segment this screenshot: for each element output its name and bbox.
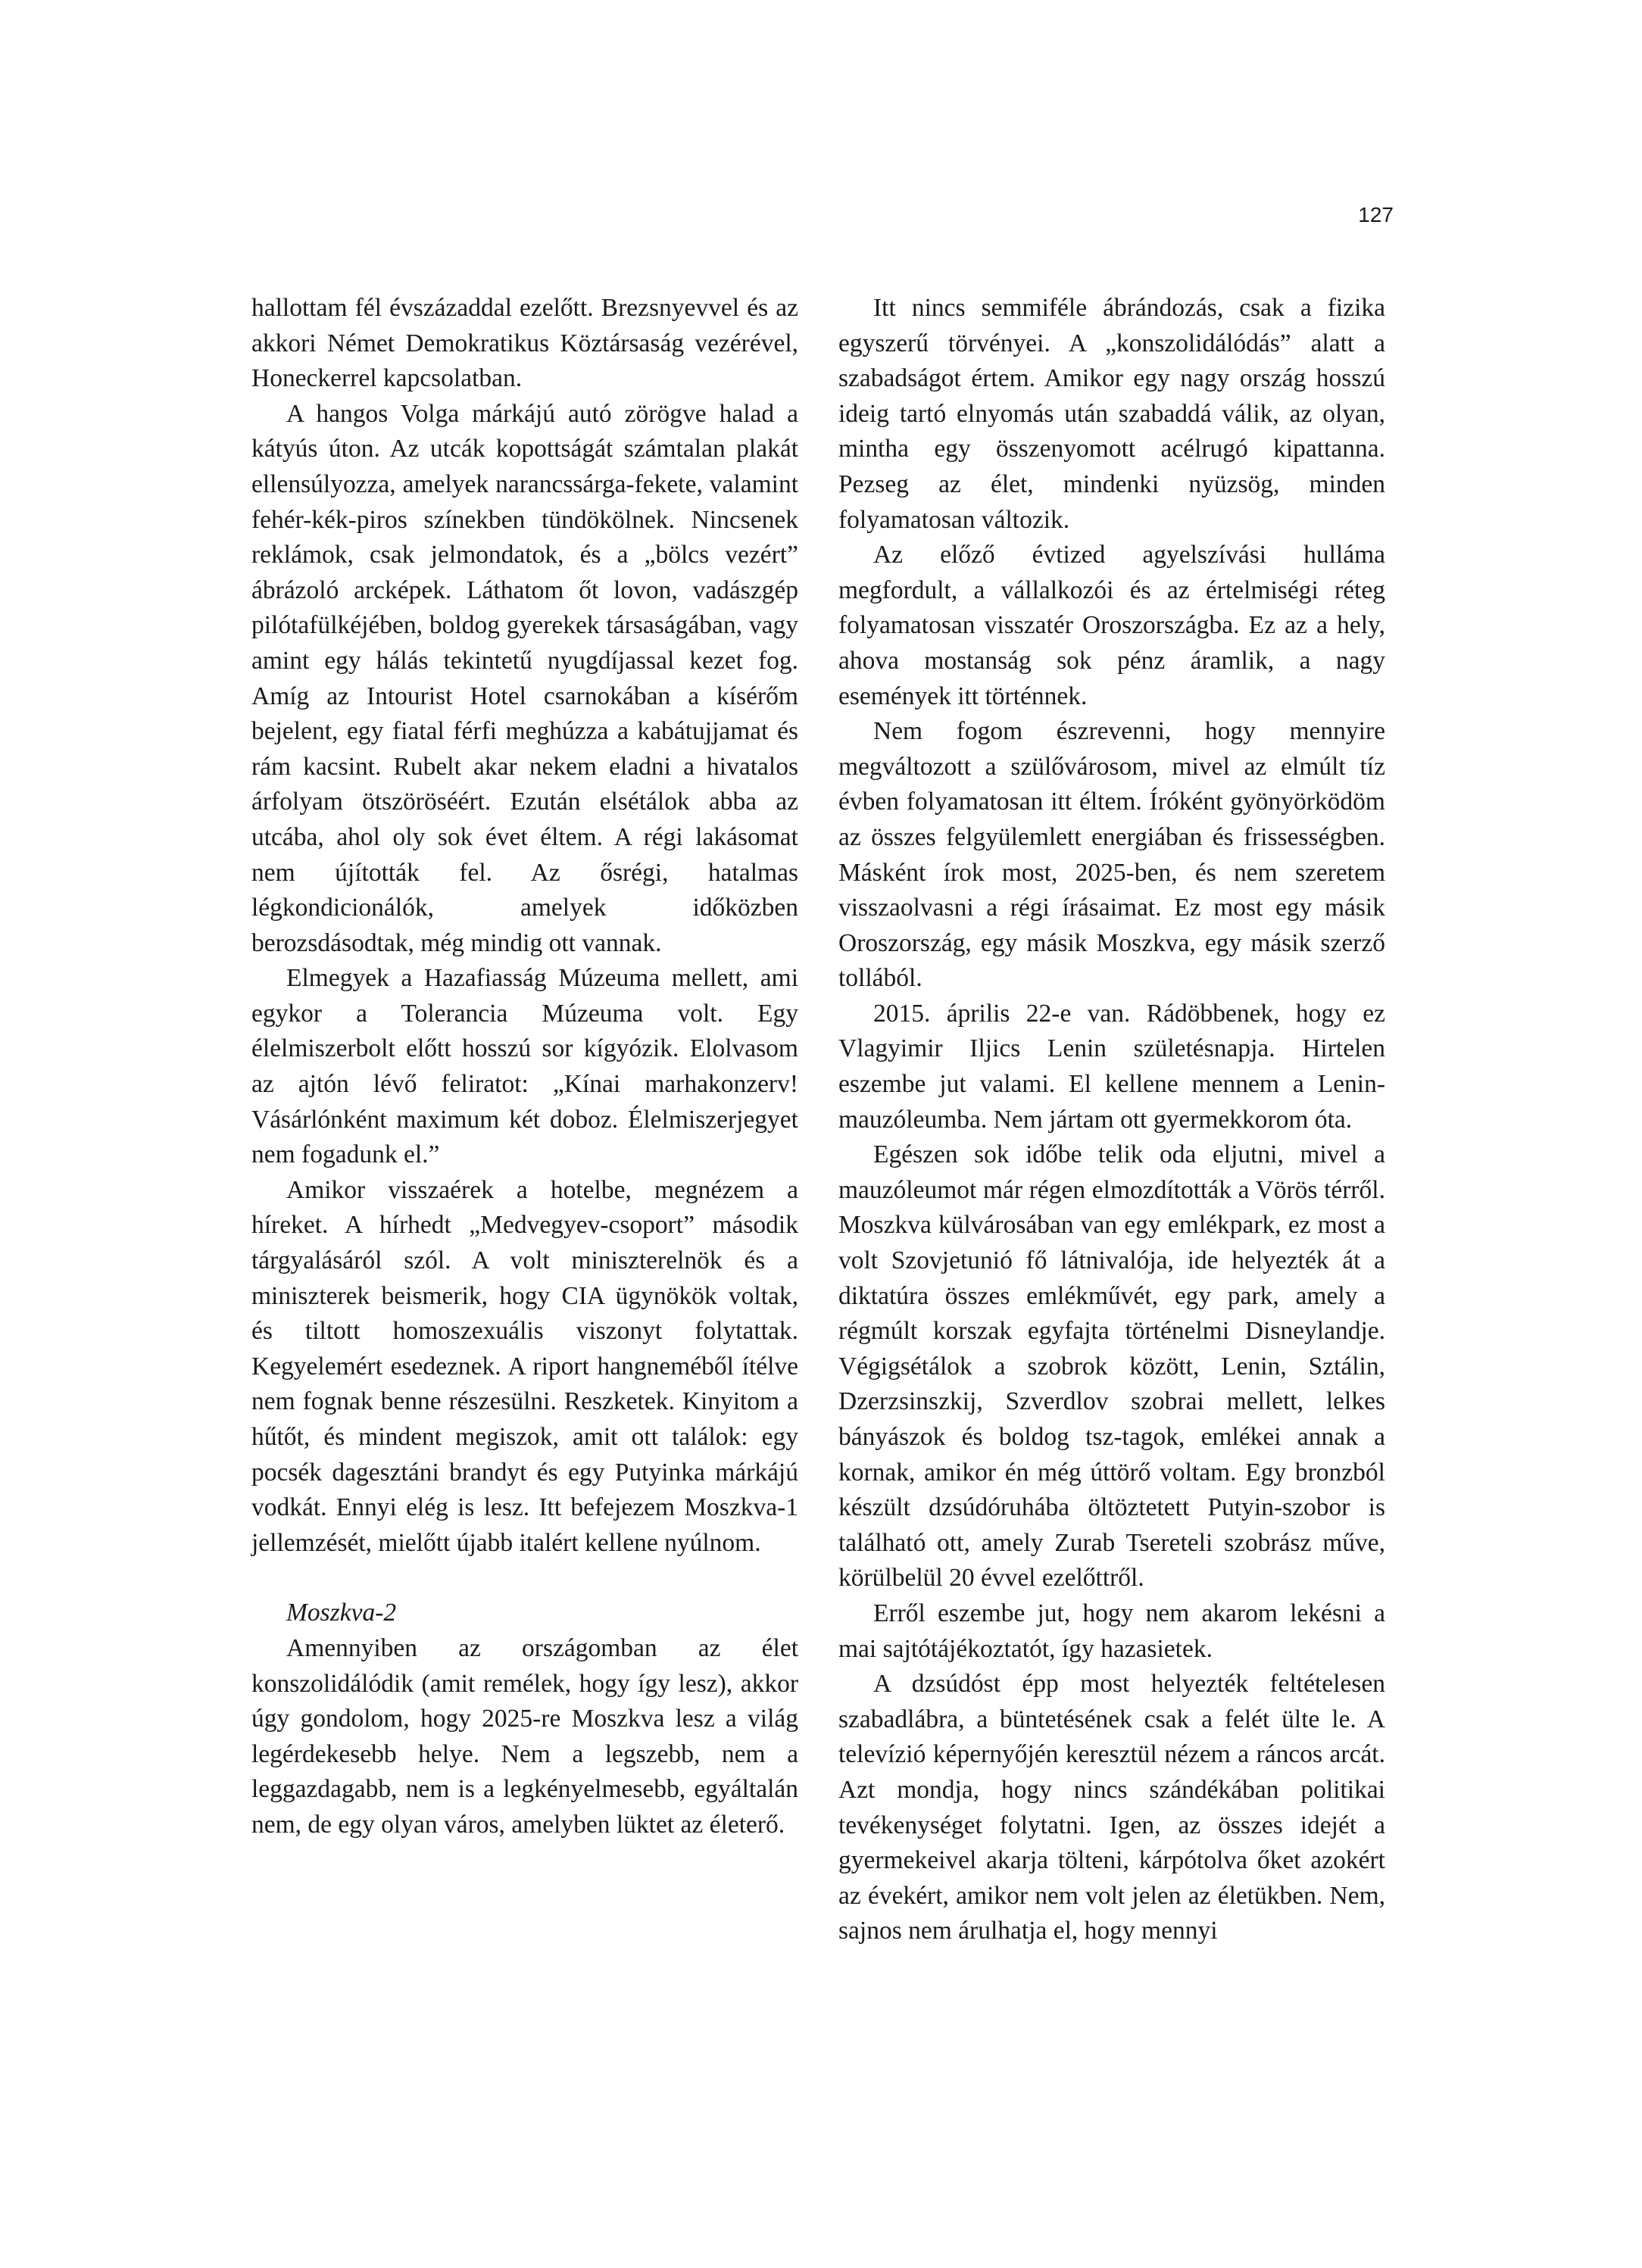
right-column — [838, 291, 1385, 1949]
paragraph: Egészen sok időbe telik oda eljutni, mivel a mauzóleumot már régen elmozdították a Vörös térről. Moszkva külvárosában van egy emlékpark, ez most a volt Szovjetunió fő látnivalója, ide helyezték át a diktatúra összes emlékművét, egy park, amely a régmúlt korszak egyfajta történelmi Disneylandje. Végigsétálok a szobrok között, Lenin, Sztálin, Dzerzsinszkij, Szverdlov szobrai mellett, lelkes bányászok és boldog tsz-tagok, emlékei annak a kornak, amikor én még úttörő voltam. Egy bronzból készült dzsúdóruhába öltöztetett Putyin-szobor is található ott, amely Zurab Tsereteli szobrász műve, körülbelül 20 évvel ezelőttről. — [838, 1140, 1385, 1593]
paragraph: Amennyiben az országomban az élet konszolidálódik (amit remélek, hogy így lesz), akkor úgy gondolom, hogy 2025-re Moszkva lesz a világ legérdekesebb helye. Nem a legszebb, nem a leggazdagabb, nem is a legkényelmesebb, egyáltalán nem, de egy olyan város, amelyben lüktet az életerő. — [251, 1633, 798, 1839]
section-heading: Moszkva-2 — [286, 1599, 397, 1627]
paragraph: Amikor visszaérek a hotelbe, megnézem a híreket. A hírhedt „Medvegyev-csoport” második tárgyalásáról szól. A volt miniszterelnök és a miniszterek beismerik, hogy CIA ügynökök voltak, és tiltott homoszexuális viszonyt folytattak. Kegyelemért esedeznek. A riport hangneméből ítélve nem fognak benne részesülni. Reszketek. Kinyitom a hűtőt, és mindent megiszok, amit ott találok: egy pocsék dagesztáni brandyt és egy Putyinka márkájú vodkát. Ennyi elég is lesz. Itt befejezem Moszkva-1 jellemzését, mielőtt újabb italért kellene nyúlnom. — [251, 1175, 798, 1557]
paragraph: hallottam fél évszázaddal ezelőtt. Brezsnyevvel és az akkori Német Demokratikus Köztársaság vezérével, Honeckerrel kapcsolatban. — [251, 294, 798, 393]
paragraph: Erről eszembe jut, hogy nem akarom lekésni a mai sajtótájékoztatót, így hazasietek. — [838, 1599, 1385, 1663]
paragraph: Nem fogom észrevenni, hogy mennyire megváltozott a szülővárosom, mivel az elmúlt tíz évben folyamatosan itt éltem. Íróként gyönyörködöm az összes felgyülemlett energiában és frissességben. Másként írok most, 2025-ben, és nem szeretem visszaolvasni a régi írásaimat. Ez most egy másik Oroszország, egy másik Moszkva, egy másik szerző tollából. — [838, 717, 1385, 993]
paragraph: Az előző évtized agyelszívási hulláma megfordult, a vállalkozói és az értelmiségi réteg folyamatosan visszatér Oroszországba. Ez az a hely, ahova mostanság sok pénz áramlik, a nagy események itt történnek. — [838, 541, 1385, 710]
paragraph: A dzsúdóst épp most helyezték feltételesen szabadlábra, a büntetésének csak a felét ülte le. A televízió képernyőjén keresztül nézem a ráncos arcát. Azt mondja, hogy nincs szándékában politikai tevékenységet folytatni. Igen, az összes idejét a gyermekeivel akarja tölteni, kárpótolva őket azokért az évekért, amikor nem volt jelen az életükben. Nem, sajnos nem árulhatja el, hogy mennyi — [838, 1670, 1385, 1945]
paragraph: 2015. április 22-e van. Rádöbbenek, hogy ez Vlagyimir Iljics Lenin születésnapja. Hirtelen eszembe jut valami. El kellene mennem a Lenin-mauzóleumba. Nem jártam ott gyermekkorom óta. — [838, 999, 1385, 1134]
page-number: 127 — [1358, 203, 1394, 226]
paragraph: Elmegyek a Hazafiasság Múzeuma mellett, ami egykor a Tolerancia Múzeuma volt. Egy élelmiszerbolt előtt hosszú sor kígyózik. Elolvasom az ajtón lévő feliratot: „Kínai marhakonzerv! Vásárlónként maximum két doboz. Élelmiszerjegyet nem fogadunk el.” — [251, 964, 798, 1169]
left-column — [251, 291, 798, 1843]
paragraph: Itt nincs semmiféle ábrándozás, csak a fizika egyszerű törvényei. A „konszolidálódás” alatt a szabadságot értem. Amikor egy nagy ország hosszú ideig tartó elnyomás után szabaddá válik, az olyan, mintha egy összenyomott acélrugó kipattanna. Pezseg az élet, mindenki nyüzsög, minden folyamatosan változik. — [838, 294, 1385, 534]
paragraph: A hangos Volga márkájú autó zörögve halad a kátyús úton. Az utcák kopottságát számtalan plakát ellensúlyozza, amelyek narancssárga-fekete, valamint fehér-kék-piros színekben tündökölnek. Nincsenek reklámok, csak jelmondatok, és a „bölcs vezért” ábrázoló arcképek. Láthatom őt lovon, vadászgép pilótafülkéjében, boldog gyerekek társaságában, vagy amint egy hálás tekintetű nyugdíjassal kezet fog. Amíg az Intourist Hotel csarnokában a kísérőm bejelent, egy fiatal férfi meghúzza a kabátujjamat és rám kacsint. Rubelt akar nekem eladni a hivatalos árfolyam ötszöröséért. Ezután elsétálok abba az utcába, ahol oly sok évet éltem. A régi lakásomat nem újították fel. Az ősrégi, hatalmas légkondicionálók, amelyek időközben berozsdásodtak, még mindig ott vannak. — [251, 399, 798, 957]
